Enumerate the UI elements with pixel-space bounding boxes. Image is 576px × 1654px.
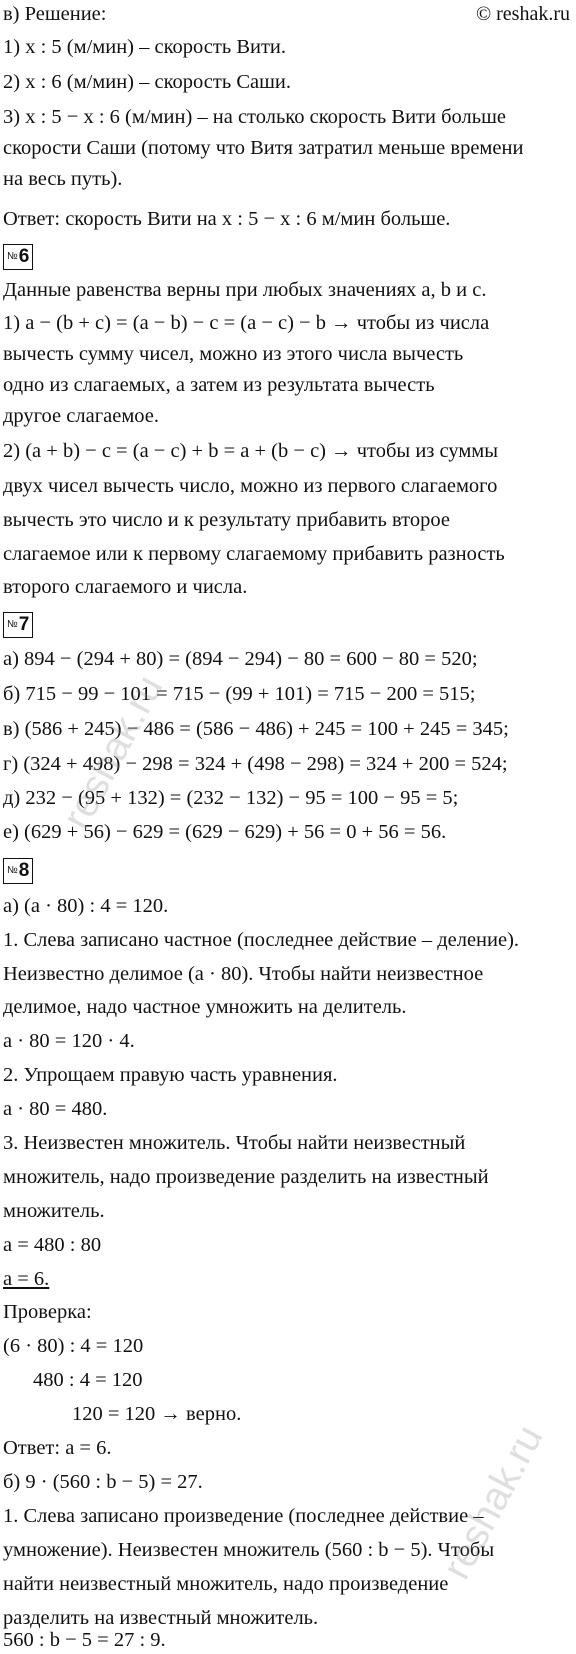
task8-check-line: (6 · 80) : 4 = 120 <box>3 1335 144 1357</box>
intro-line: в) Решение: <box>3 3 107 25</box>
task6-line: 1) a − (b + c) = (a − b) − c = (a − c) − b → чтобы из числа <box>3 312 490 334</box>
intro-line: 2) x : 6 (м/мин) – скорость Саши. <box>3 71 291 93</box>
task8-line: a · 80 = 480. <box>3 1098 108 1120</box>
task6-line: двух чисел вычесть число, можно из первого слагаемого <box>3 475 498 497</box>
task7-line: а) 894 − (294 + 80) = (894 − 294) − 80 = 600 − 80 = 520; <box>3 648 478 670</box>
task6-line: 2) (a + b) − c = (a − c) + b = a + (b − c) → чтобы из суммы <box>3 440 499 462</box>
task6-line: одно из слагаемых, а затем из результата вычесть <box>3 374 435 396</box>
task-number-badge: №8 <box>3 858 33 884</box>
task8-line: Неизвестно делимое (a · 80). Чтобы найти неизвестное <box>3 963 484 985</box>
task6-line: другое слагаемое. <box>3 405 160 427</box>
task7-line: б) 715 − 99 − 101 = 715 − (99 + 101) = 715 − 200 = 515; <box>3 683 476 705</box>
answer-line: Ответ: a = 6. <box>3 1437 112 1459</box>
task8-line: Проверка: <box>3 1301 92 1323</box>
task8-line: a = 480 : 80 <box>3 1234 102 1256</box>
task6-line: вычесть это число и к результату прибавить второе <box>3 509 450 531</box>
task-number-badge: №7 <box>3 612 33 638</box>
task-number-badge: №6 <box>3 244 33 270</box>
intro-line: на весь путь). <box>3 168 123 190</box>
task8-line: множитель, надо произведение разделить на известный <box>3 1166 489 1188</box>
intro-line: 1) x : 5 (м/мин) – скорость Вити. <box>3 36 287 58</box>
task8-line: a · 80 = 120 · 4. <box>3 1030 135 1052</box>
task8-line: множитель. <box>3 1200 105 1222</box>
task8-line: умножение). Неизвестен множитель (560 : b − 5). Чтобы <box>3 1539 495 1561</box>
task8-line: а) (a · 80) : 4 = 120. <box>3 895 169 917</box>
copyright-label: © reshak.ru <box>475 3 570 25</box>
task8-result-line: a = 6. <box>3 1268 50 1290</box>
intro-line: 3) x : 5 − x : 6 (м/мин) – на столько скорость Вити больше <box>3 106 506 128</box>
task8-line: разделить на известный множитель. <box>3 1607 319 1629</box>
task8-line: 560 : b − 5 = 27 : 9. <box>3 1629 166 1651</box>
task7-line: е) (629 + 56) − 629 = (629 − 629) + 56 = 0 + 56 = 56. <box>3 821 447 843</box>
task8-line: делимое, надо частное умножить на делитель. <box>3 996 407 1018</box>
task7-line: г) (324 + 498) − 298 = 324 + (498 − 298) = 324 + 200 = 524; <box>3 753 508 775</box>
task6-line: Данные равенства верны при любых значениях a, b и c. <box>3 279 487 301</box>
task8-line: найти неизвестный множитель, надо произведение <box>3 1573 449 1595</box>
answer-line: Ответ: скорость Вити на x : 5 − x : 6 м/мин больше. <box>3 208 451 230</box>
task8-check-line: 120 = 120 → верно. <box>72 1403 242 1425</box>
task8-line: 2. Упрощаем правую часть уравнения. <box>3 1064 338 1086</box>
task6-line: слагаемое или к первому слагаемому прибавить разность <box>3 543 505 565</box>
intro-line: скорости Саши (потому что Витя затратил меньше времени <box>3 137 524 159</box>
task7-line: д) 232 − (95 + 132) = (232 − 132) − 95 = 100 − 95 = 5; <box>3 787 459 809</box>
task8-check-line: 480 : 4 = 120 <box>33 1369 143 1391</box>
task8-line: 1. Слева записано произведение (последнее действие – <box>3 1505 484 1527</box>
task7-line: в) (586 + 245) − 486 = (586 − 486) + 245 = 100 + 245 = 345; <box>3 718 509 740</box>
task6-line: вычесть сумму чисел, можно из этого числа вычесть <box>3 343 464 365</box>
task8-line: 3. Неизвестен множитель. Чтобы найти неизвестный <box>3 1132 466 1154</box>
task8-line: 1. Слева записано частное (последнее действие – деление). <box>3 929 520 951</box>
watermark: reshak.ru <box>54 668 172 837</box>
task6-line: второго слагаемого и числа. <box>3 576 248 598</box>
task8-line: б) 9 · (560 : b − 5) = 27. <box>3 1471 203 1493</box>
watermark: reshak.ru <box>434 1418 552 1587</box>
